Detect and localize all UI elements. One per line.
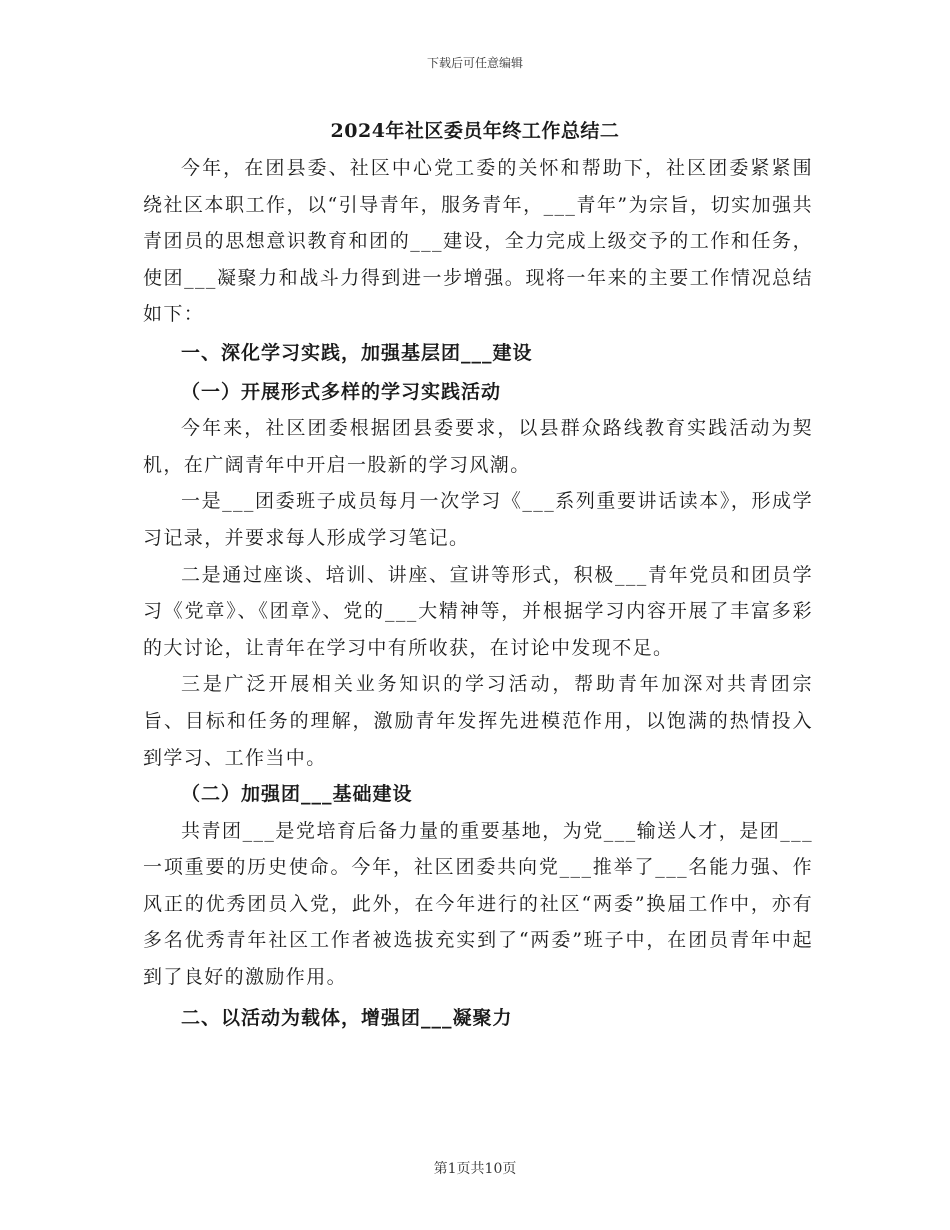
body-paragraph: 一是___团委班子成员每月一次学习《___系列重要讲话读本》，形成学习记录，并要求每人形成学习笔记。 bbox=[143, 490, 813, 549]
document-body bbox=[143, 150, 813, 1036]
section-heading-1: 一、深化学习实践，加强基层团___建设 bbox=[181, 341, 533, 364]
subsection-heading-1-1: （一）开展形式多样的学习实践活动 bbox=[181, 380, 502, 403]
subsection-heading-1-2: （二）加强团___基础建设 bbox=[181, 783, 413, 806]
body-paragraph: 今年来，社区团委根据团县委要求，以县群众路线教育实践活动为契机，在广阔青年中开启一股新的学习风潮。 bbox=[143, 417, 813, 476]
intro-paragraph: 今年，在团县委、社区中心党工委的关怀和帮助下，社区团委紧紧围绕社区本职工作，以“引导青年，服务青年，___青年”为宗旨，切实加强共青团员的思想意识教育和团的___建设，全力完成上级交予的工作和任务，使团___凝聚力和战斗力得到进一步增强。现将一年来的主要工作情况总结如下： bbox=[143, 157, 813, 326]
document-title: 2024年社区委员年终工作总结二 bbox=[330, 120, 620, 142]
section-heading-2: 二、以活动为载体，增强团___凝聚力 bbox=[181, 1006, 513, 1029]
page-header-note: 下载后可任意编辑 bbox=[426, 56, 523, 70]
body-paragraph: 二是通过座谈、培训、讲座、宣讲等形式，积极___青年党员和团员学习《党章》、《团章》、党的___大精神等，并根据学习内容开展了丰富多彩的大讨论，让青年在学习中有所收获，在讨论中发现不足。 bbox=[143, 563, 813, 659]
page-number: 第1页共10页 bbox=[433, 1161, 517, 1177]
body-paragraph: 三是广泛开展相关业务知识的学习活动，帮助青年加深对共青团宗旨、目标和任务的理解，激励青年发挥先进模范作用，以饱满的热情投入到学习、工作当中。 bbox=[143, 673, 813, 769]
body-paragraph: 共青团___是党培育后备力量的重要基地，为党___输送人才，是团___一项重要的历史使命。今年，社区团委共向党___推举了___名能力强、作风正的优秀团员入党，此外，在今年进行的社区“两委”换届工作中，亦有多名优秀青年社区工作者被选拔充实到了“两委”班子中，在团员青年中起到了良好的激励作用。 bbox=[143, 819, 813, 989]
